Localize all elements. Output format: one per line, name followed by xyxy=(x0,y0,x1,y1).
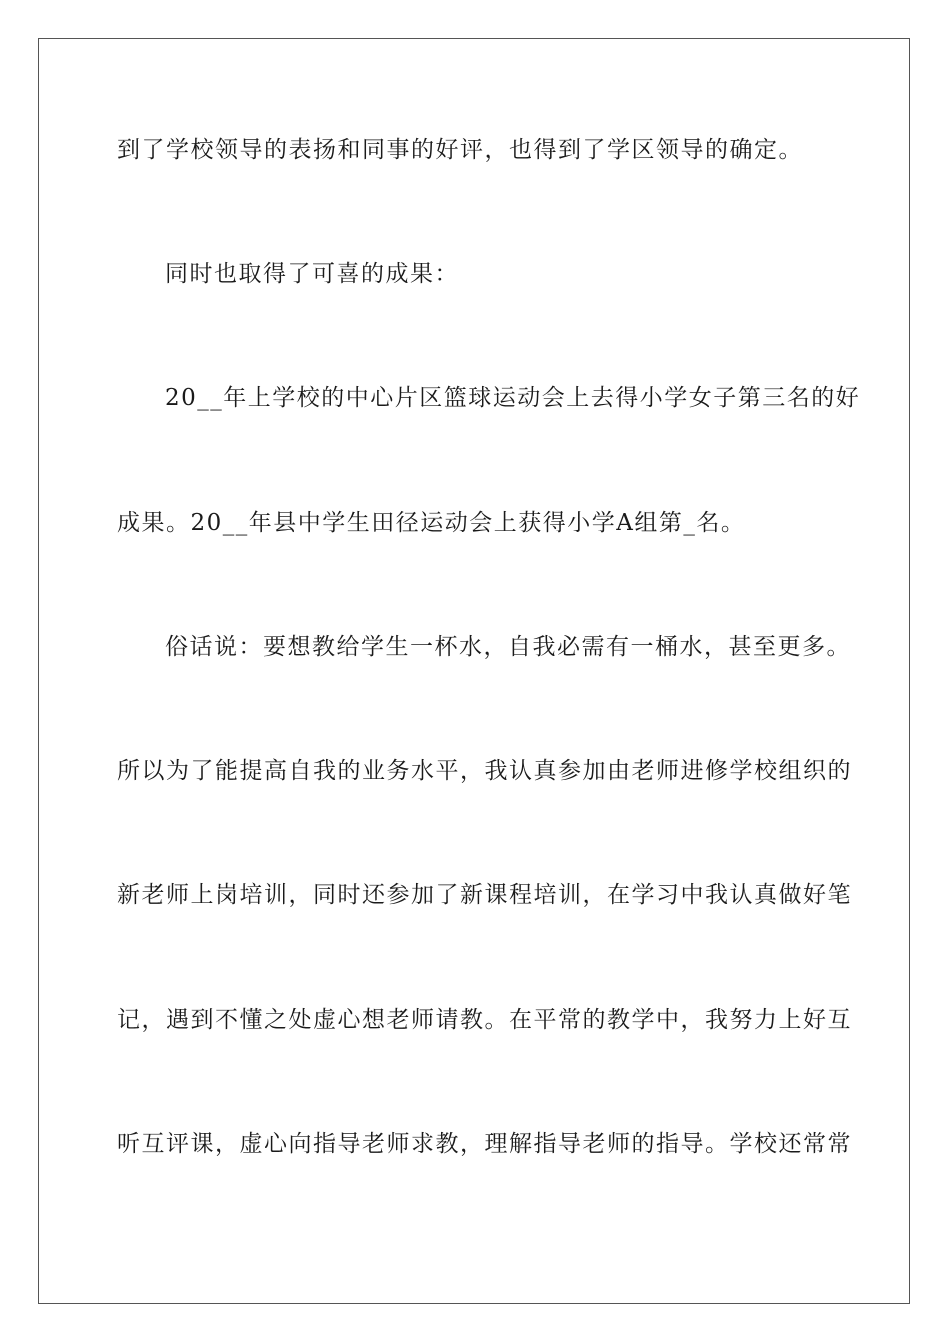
page-frame xyxy=(38,38,910,1304)
text-line-2: 同时也取得了可喜的成果： xyxy=(165,261,459,287)
text-line-4: 成果。20__年县中学生田径运动会上获得小学A组第_名。 xyxy=(117,510,746,536)
text-line-6: 所以为了能提高自我的业务水平，我认真参加由老师进修学校组织的 xyxy=(117,758,852,784)
text-line-7: 新老师上岗培训，同时还参加了新课程培训，在学习中我认真做好笔 xyxy=(117,882,852,908)
text-line-3: 20__年上学校的中心片区篮球运动会上去得小学女子第三名的好 xyxy=(165,385,861,411)
text-line-1: 到了学校领导的表扬和同事的好评，也得到了学区领导的确定。 xyxy=(117,137,803,163)
text-line-8: 记，遇到不懂之处虚心想老师请教。在平常的教学中，我努力上好互 xyxy=(117,1007,852,1033)
text-line-5: 俗话说：要想教给学生一杯水，自我必需有一桶水，甚至更多。 xyxy=(165,634,851,660)
text-line-9: 听互评课，虚心向指导老师求教，理解指导老师的指导。学校还常常 xyxy=(117,1131,852,1157)
